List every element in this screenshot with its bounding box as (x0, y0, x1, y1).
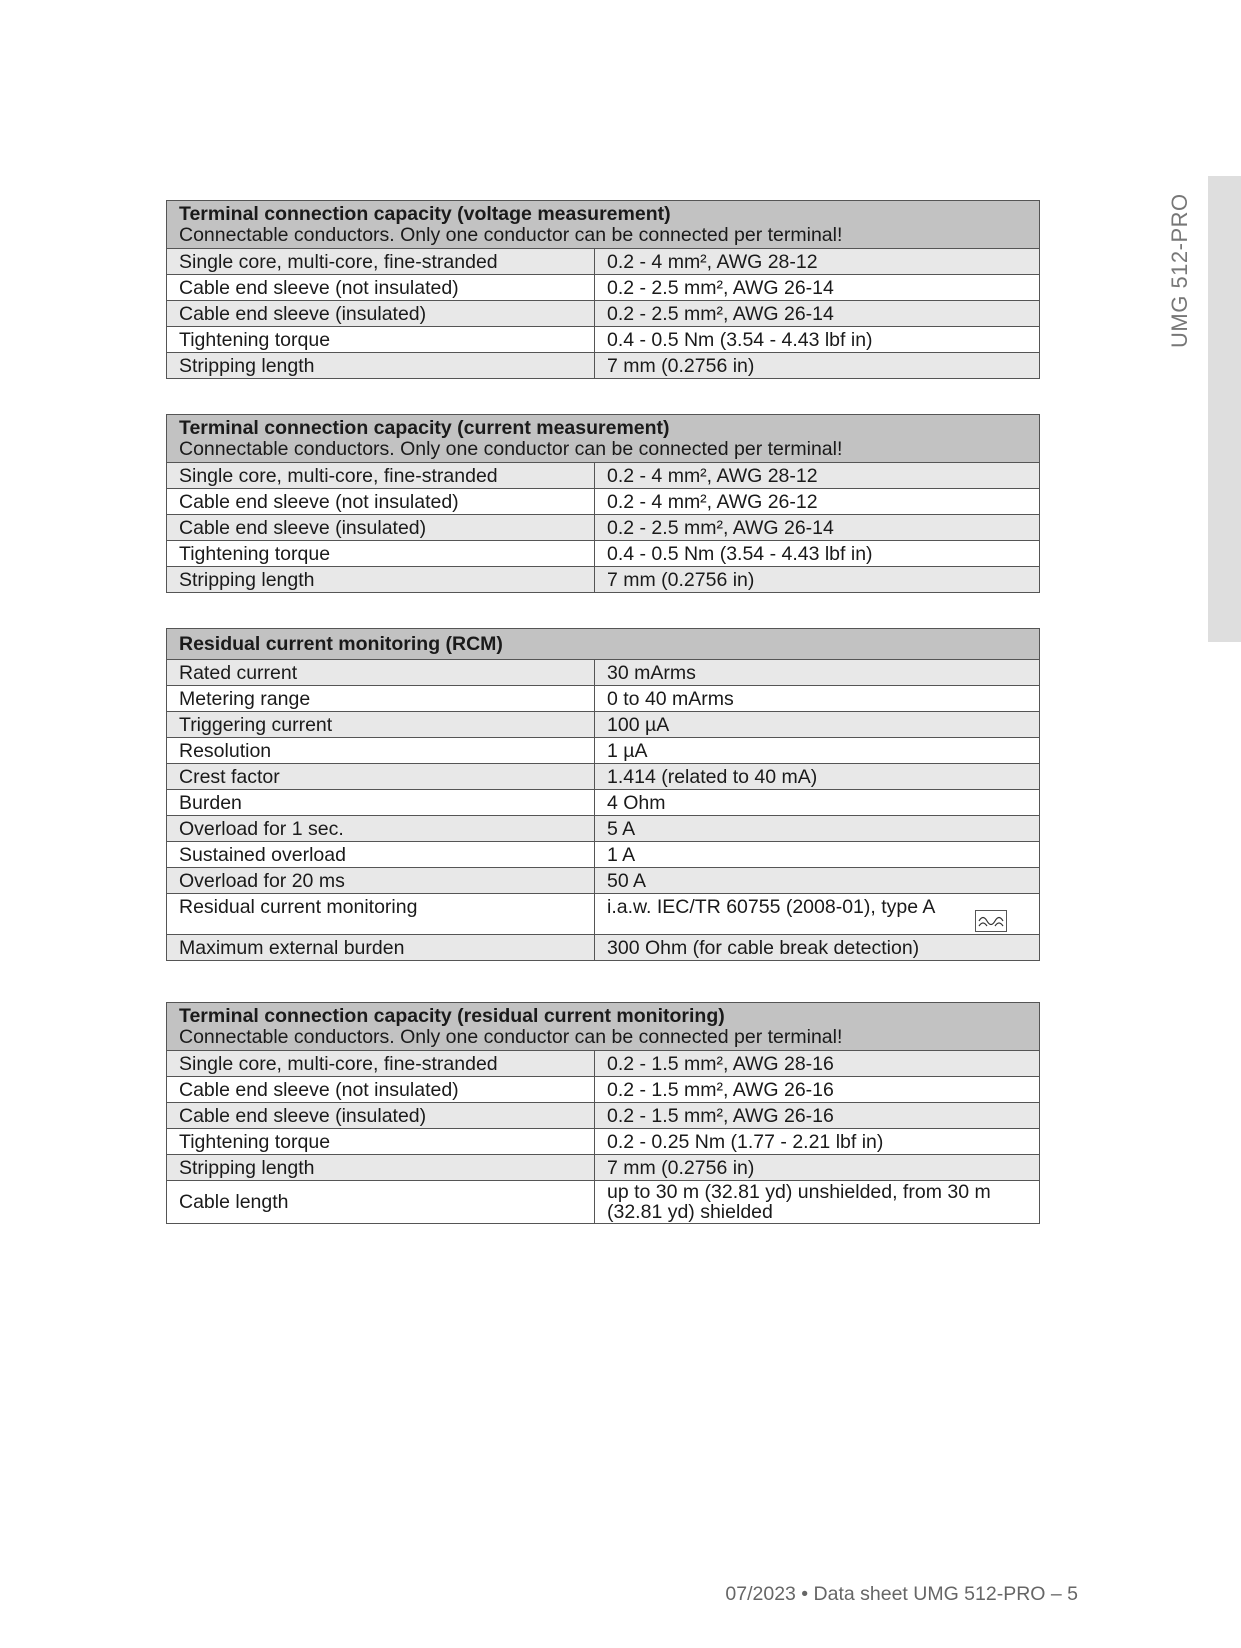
rcm-table (166, 628, 1040, 961)
row-value: 7 mm (0.2756 in) (595, 567, 1040, 593)
row-value: 1.414 (related to 40 mA) (595, 764, 1040, 790)
row-value: 0.2 - 1.5 mm², AWG 26-16 (595, 1103, 1040, 1129)
table-row (167, 816, 1040, 842)
product-name-vertical: UMG 512-PRO (1167, 193, 1192, 348)
row-label: Tightening torque (167, 1129, 595, 1155)
row-value: 1 µA (595, 738, 1040, 764)
voltage-terminal-table (166, 200, 1040, 379)
table-row (167, 353, 1040, 379)
row-label: Single core, multi-core, fine-stranded (167, 463, 595, 489)
row-label: Cable end sleeve (insulated) (167, 515, 595, 541)
row-value: 30 mArms (595, 660, 1040, 686)
table-row (167, 842, 1040, 868)
table-row (167, 327, 1040, 353)
page-footer: 07/2023 • Data sheet UMG 512-PRO – 5 (725, 1583, 1078, 1605)
table-row (167, 1181, 1040, 1224)
table-row (167, 935, 1040, 961)
side-product-label (1167, 188, 1197, 348)
table-header (167, 1003, 1040, 1051)
row-value: 7 mm (0.2756 in) (595, 1155, 1040, 1181)
row-value: 7 mm (0.2756 in) (595, 353, 1040, 379)
table-row (167, 515, 1040, 541)
row-value: 0.4 - 0.5 Nm (3.54 - 4.43 lbf in) (595, 541, 1040, 567)
row-value: 0.2 - 4 mm², AWG 28-12 (595, 249, 1040, 275)
row-label: Rated current (167, 660, 595, 686)
table-subtitle: Connectable conductors. Only one conductor can be connected per terminal! (179, 224, 843, 246)
table-row (167, 567, 1040, 593)
row-label: Tightening torque (167, 327, 595, 353)
row-label: Cable end sleeve (not insulated) (167, 1077, 595, 1103)
row-value: 0.2 - 4 mm², AWG 26-12 (595, 489, 1040, 515)
type-a-waveform-icon (975, 910, 1007, 932)
table-title: Terminal connection capacity (current measurement) (179, 417, 670, 439)
table-row (167, 894, 1040, 935)
table-subtitle: Connectable conductors. Only one conductor can be connected per terminal! (179, 438, 843, 460)
table-row (167, 489, 1040, 515)
table-header (167, 201, 1040, 249)
table-row (167, 712, 1040, 738)
table-header (167, 629, 1040, 660)
row-value: 50 A (595, 868, 1040, 894)
table-row (167, 1155, 1040, 1181)
row-value: up to 30 m (32.81 yd) unshielded, from 30 m (32.81 yd) shielded (595, 1181, 1040, 1224)
row-value: 5 A (595, 816, 1040, 842)
table-row (167, 790, 1040, 816)
row-label: Cable end sleeve (not insulated) (167, 275, 595, 301)
current-terminal-table (166, 414, 1040, 593)
table-row (167, 301, 1040, 327)
row-label: Stripping length (167, 1155, 595, 1181)
row-label: Stripping length (167, 353, 595, 379)
row-label: Single core, multi-core, fine-stranded (167, 249, 595, 275)
row-label: Resolution (167, 738, 595, 764)
table-row (167, 1051, 1040, 1077)
row-value: 0 to 40 mArms (595, 686, 1040, 712)
table-row (167, 738, 1040, 764)
row-label: Tightening torque (167, 541, 595, 567)
row-label: Maximum external burden (167, 935, 595, 961)
row-label: Stripping length (167, 567, 595, 593)
row-label: Overload for 1 sec. (167, 816, 595, 842)
row-label: Residual current monitoring (167, 894, 595, 935)
table-title: Terminal connection capacity (residual current monitoring) (179, 1005, 725, 1027)
row-value: 0.2 - 2.5 mm², AWG 26-14 (595, 301, 1040, 327)
row-label: Overload for 20 ms (167, 868, 595, 894)
rcm-terminal-table (166, 1002, 1040, 1224)
table-row (167, 868, 1040, 894)
row-label: Cable end sleeve (insulated) (167, 301, 595, 327)
table-row (167, 686, 1040, 712)
row-value: 0.4 - 0.5 Nm (3.54 - 4.43 lbf in) (595, 327, 1040, 353)
row-label: Crest factor (167, 764, 595, 790)
table-row (167, 660, 1040, 686)
row-value: 300 Ohm (for cable break detection) (595, 935, 1040, 961)
table-header (167, 415, 1040, 463)
row-value: 0.2 - 1.5 mm², AWG 26-16 (595, 1077, 1040, 1103)
table-row (167, 249, 1040, 275)
table-title: Terminal connection capacity (voltage measurement) (179, 203, 671, 225)
table-row (167, 1077, 1040, 1103)
row-value: 4 Ohm (595, 790, 1040, 816)
row-label: Cable end sleeve (insulated) (167, 1103, 595, 1129)
table-row (167, 764, 1040, 790)
row-value: 0.2 - 2.5 mm², AWG 26-14 (595, 275, 1040, 301)
row-label: Metering range (167, 686, 595, 712)
row-label: Cable length (167, 1181, 595, 1224)
row-label: Triggering current (167, 712, 595, 738)
table-row (167, 541, 1040, 567)
row-value-cell (595, 894, 1040, 935)
side-tab-marker (1208, 176, 1241, 642)
row-label: Cable end sleeve (not insulated) (167, 489, 595, 515)
row-value: 0.2 - 1.5 mm², AWG 28-16 (595, 1051, 1040, 1077)
row-value: 100 µA (595, 712, 1040, 738)
table-subtitle: Connectable conductors. Only one conductor can be connected per terminal! (179, 1026, 843, 1048)
row-label: Sustained overload (167, 842, 595, 868)
row-label: Single core, multi-core, fine-stranded (167, 1051, 595, 1077)
table-row (167, 275, 1040, 301)
row-label: Burden (167, 790, 595, 816)
row-value: i.a.w. IEC/TR 60755 (2008-01), type A (607, 896, 936, 918)
table-row (167, 1103, 1040, 1129)
row-value: 0.2 - 2.5 mm², AWG 26-14 (595, 515, 1040, 541)
row-value: 0.2 - 0.25 Nm (1.77 - 2.21 lbf in) (595, 1129, 1040, 1155)
row-value: 0.2 - 4 mm², AWG 28-12 (595, 463, 1040, 489)
table-row (167, 463, 1040, 489)
table-row (167, 1129, 1040, 1155)
row-value: 1 A (595, 842, 1040, 868)
table-title: Residual current monitoring (RCM) (179, 633, 503, 655)
